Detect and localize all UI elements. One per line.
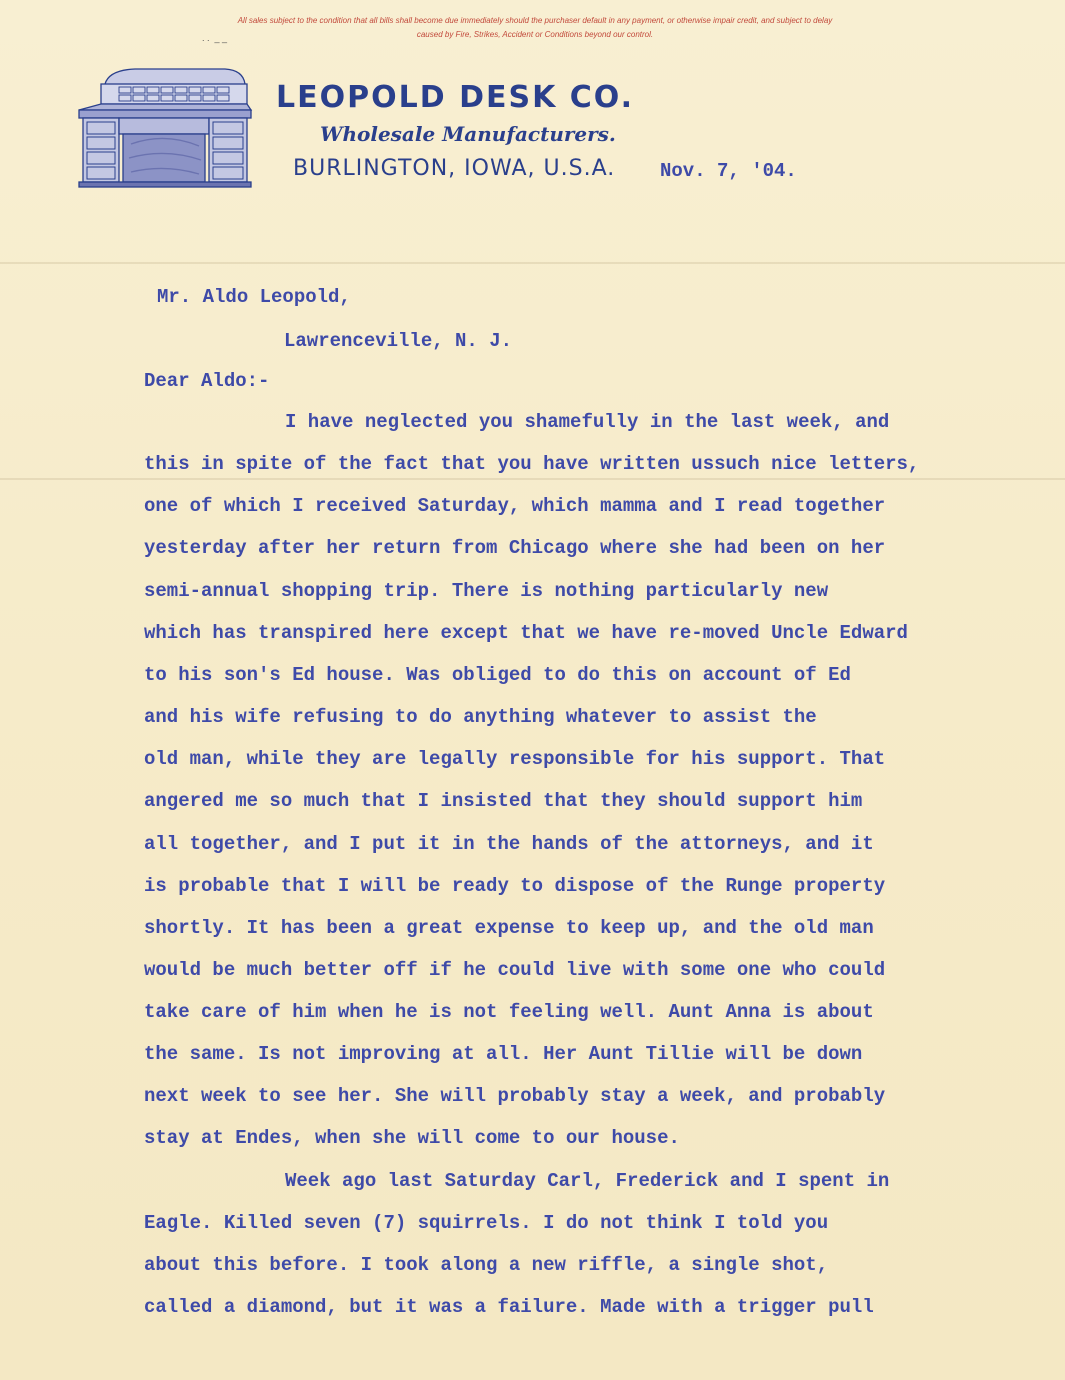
body-line: this in spite of the fact that you have written ussuch nice letters, — [144, 453, 920, 475]
company-subtitle: Wholesale Manufacturers. — [320, 122, 616, 146]
body-line: called a diamond, but it was a failure. Made with a trigger pull — [144, 1296, 874, 1318]
body-line: shortly. It has been a great expense to keep up, and the old man — [144, 917, 874, 939]
body-line: is probable that I will be ready to dispose of the Runge property — [144, 875, 886, 897]
body-line: old man, while they are legally responsible for his support. That — [144, 748, 886, 770]
disclaimer-line-1: All sales subject to the condition that all bills shall become due immediately should the purchaser default in any payment, or otherwise impair credit, and subject to delay — [237, 16, 833, 25]
fold-crease — [0, 478, 1065, 480]
recipient-name: Mr. Aldo Leopold, — [157, 286, 351, 308]
body-line: next week to see her. She will probably stay a week, and probably — [144, 1085, 886, 1107]
disclaimer-line-2: caused by Fire, Strikes, Accident or Conditions beyond our control. — [416, 30, 654, 39]
body-line: stay at Endes, when she will come to our house. — [144, 1127, 680, 1149]
recipient-address: Lawrenceville, N. J. — [284, 330, 513, 352]
letter-date: Nov. 7, '04. — [660, 160, 797, 182]
body-line: the same. Is not improving at all. Her Aunt Tillie will be down — [144, 1043, 863, 1065]
company-name: LEOPOLD DESK CO. — [276, 80, 635, 115]
company-location: BURLINGTON, IOWA, U.S.A. — [293, 156, 616, 181]
fold-crease — [0, 262, 1065, 264]
body-line: Week ago last Saturday Carl, Frederick and I spent in — [285, 1170, 890, 1192]
body-line: which has transpired here except that we have re-moved Uncle Edward — [144, 622, 908, 644]
stray-marks: . . _ _ — [202, 33, 228, 43]
body-line: yesterday after her return from Chicago where she had been on her — [144, 537, 886, 559]
body-line: semi-annual shopping trip. There is nothing particularly new — [144, 580, 829, 602]
body-line: all together, and I put it in the hands of the attorneys, and it — [144, 833, 874, 855]
roll-top-desk-icon — [75, 66, 255, 190]
body-line: Eagle. Killed seven (7) squirrels. I do not think I told you — [144, 1212, 829, 1234]
body-line: and his wife refusing to do anything whatever to assist the — [144, 706, 817, 728]
body-line: would be much better off if he could live with some one who could — [144, 959, 886, 981]
salutation: Dear Aldo:- — [144, 370, 270, 392]
body-line: about this before. I took along a new riffle, a single shot, — [144, 1254, 829, 1276]
body-line: one of which I received Saturday, which mamma and I read together — [144, 495, 886, 517]
body-line: take care of him when he is not feeling well. Aunt Anna is about — [144, 1001, 874, 1023]
body-line: to his son's Ed house. Was obliged to do this on account of Ed — [144, 664, 851, 686]
body-line: angered me so much that I insisted that they should support him — [144, 790, 863, 812]
body-line: I have neglected you shamefully in the last week, and — [285, 411, 890, 433]
